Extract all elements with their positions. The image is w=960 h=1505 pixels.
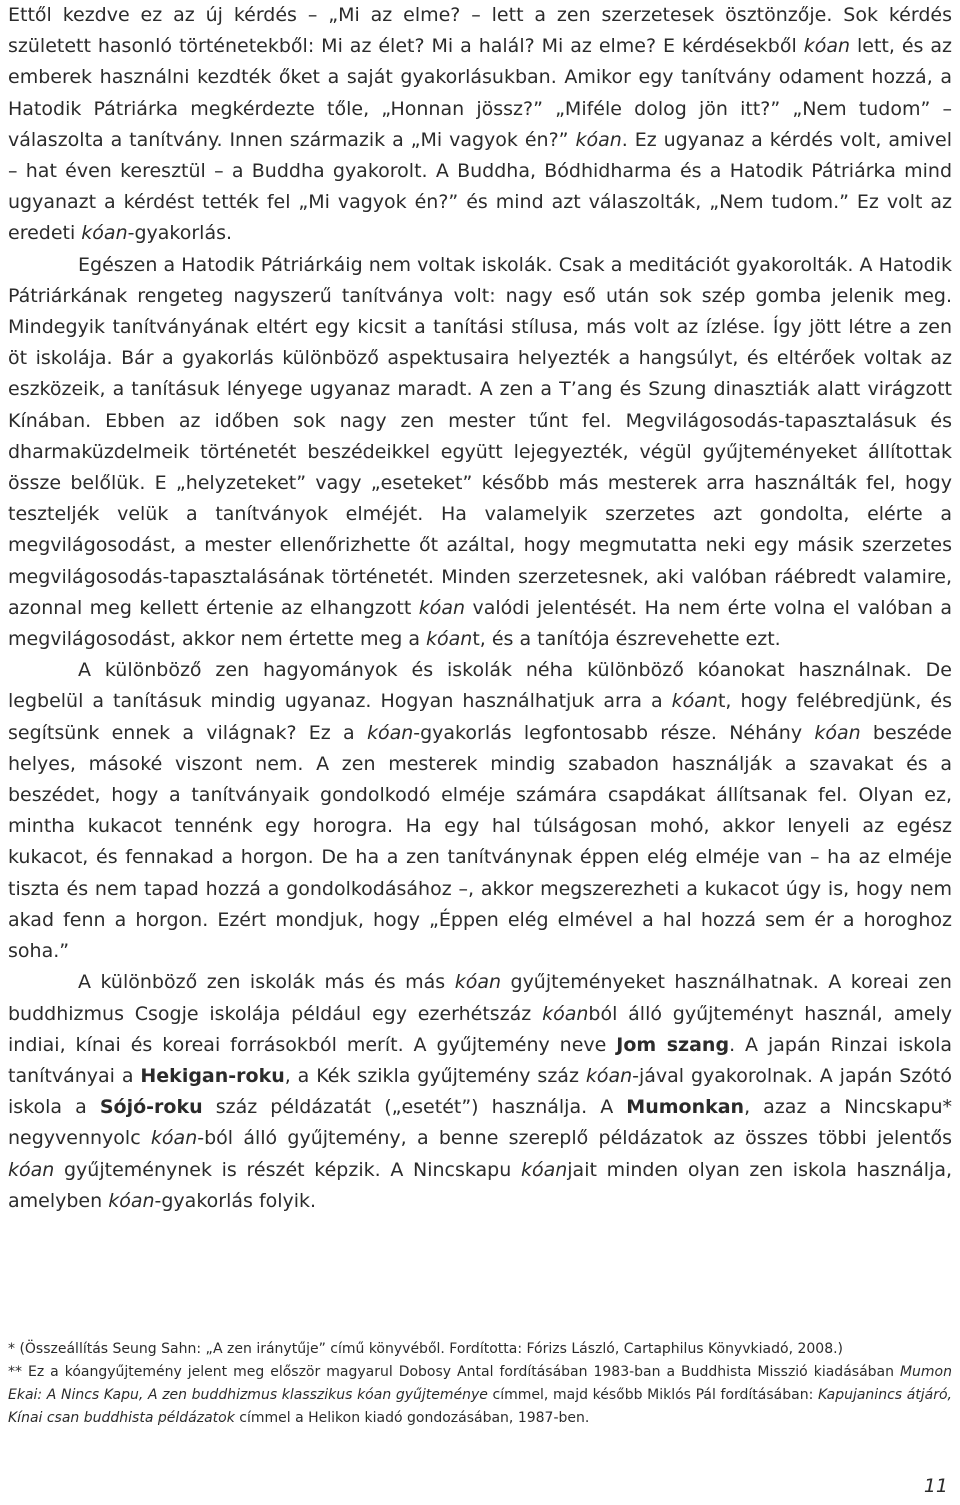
bold-text: Mumonkan	[626, 1096, 745, 1119]
main-text	[8, 0, 952, 1217]
italic-text: kóan	[418, 596, 466, 619]
italic-text: kóan	[585, 1064, 633, 1087]
bold-text: Hekigan-roku	[140, 1064, 285, 1087]
text-run: -gyakorlás legfontosabb része. Néhány	[413, 721, 815, 744]
text-run: t, és a tanítója észrevehette ezt.	[472, 628, 781, 651]
text-run: , azaz a Nincskapu* negyvennyolc	[8, 1096, 952, 1150]
text-run: A különböző zen iskolák más és más	[78, 971, 455, 994]
bold-text: Jom szang	[616, 1033, 730, 1056]
italic-text: kóan	[542, 1002, 589, 1025]
paragraph	[8, 0, 952, 250]
text-run: -gyakorlás folyik.	[154, 1189, 317, 1212]
bold-text: Sójó-roku	[99, 1096, 203, 1119]
italic-text: kóan	[150, 1127, 198, 1150]
text-run: jait minden olyan zen iskola használja, amelyben	[8, 1158, 952, 1212]
italic-text: kóan	[520, 1158, 568, 1181]
text-run: ból álló gyűjteményt használ, amely indiai, kínai és koreai forrásokból merít. A gyűjtemény neve	[8, 1002, 953, 1056]
paragraph	[8, 655, 952, 967]
footnote	[8, 1361, 952, 1430]
text-run: címmel a Helikon kiadó gondozásában, 1987-ben.	[234, 1410, 590, 1426]
text-run: valódi jelentését. Ha nem érte volna el valóban a megvilágosodást, akkor nem értette meg a	[8, 596, 952, 651]
paragraph	[8, 967, 952, 1217]
text-run: gyűjteményeket használhatnak. A koreai zen buddhizmus Csogje iskolája például egy ezerhétszáz	[8, 971, 952, 1025]
italic-text: kóan	[366, 721, 414, 744]
page-number: 11	[923, 1475, 948, 1497]
text-run: ** Ez a kóangyűjtemény jelent meg először magyarul Dobosy Antal fordításában 1983-ban a Buddhista Misszió kiadásában	[8, 1364, 900, 1380]
text-run: A különböző zen hagyományok és iskolák néha különböző kóanokat használnak. De legbelül a tanításuk mindig ugyanaz. Hogyan használhatjuk arra a	[8, 659, 952, 713]
italic-text: Mumon Ekai: A Nincs Kapu, A zen buddhizmus klasszikus kóan gyűjteménye	[8, 1364, 952, 1403]
text-run: -gyakorlás.	[127, 222, 233, 245]
italic-text: kóan	[671, 690, 718, 713]
text-run: . Ez ugyanaz a kérdés volt, amivel – hat éven keresztül – a Buddha gyakorolt. A Buddha, Bódhidharma és a Hatodik Pátriárka mind ugyanazt a kérdést tették fel „Mi vagyok én?” és mind azt válaszolták, „Nem tudom.” Ez volt az eredeti	[8, 128, 953, 245]
italic-text: Kapujanincs átjáró, Kínai csan buddhista példázatok	[8, 1387, 953, 1426]
text-run: száz példázatát („esetét”) használja. A	[202, 1096, 627, 1119]
text-run: . A japán Rinzai iskola tanítványai a	[8, 1033, 952, 1087]
italic-text: kóan	[81, 222, 128, 245]
italic-text: kóan	[108, 1189, 155, 1212]
text-run: lett, és az emberek használni kezdték őket a saját gyakorlásukban. Amikor egy tanítvány odament hozzá, a Hatodik Pátriárka megkérdezte tőle, „Honnan jössz?” „Miféle dolog jön itt?” „Nem tudom” – válaszolta a tanítvány. Innen származik a „Mi vagyok én?”	[8, 35, 953, 151]
text-run: címmel, majd később Miklós Pál fordításában:	[487, 1387, 818, 1403]
italic-text: kóan	[454, 971, 501, 994]
footnotes	[8, 1338, 952, 1430]
italic-text: kóan	[575, 128, 622, 151]
text-run: Ettől kezdve ez az új kérdés – „Mi az elme? – lett a zen szerzetesek ösztönzője. Sok kérdés született hasonló történetekből: Mi az élet? Mi a halál? Mi az elme? E kérdésekből	[8, 4, 952, 58]
text-run: , a Kék szikla gyűjtemény száz	[284, 1064, 586, 1087]
text-run: gyűjteménynek is részét képzik. A Nincskapu	[54, 1158, 521, 1181]
footnote	[8, 1338, 952, 1361]
italic-text: kóan	[426, 628, 473, 651]
text-run: Egészen a Hatodik Pátriárkáig nem voltak iskolák. Csak a meditációt gyakorolták. A Hatodik Pátriárkának rengeteg nagyszerű tanítványa volt: nagy eső után sok szép gomba jelenik meg. Mindegyik tanítványának eltért egy kicsit a tanítási stílusa, más volt az ízlése. Így jött létre a zen öt iskolája. Bár a gyakorlás különböző aspektusaira helyezték a hangsúlyt, és eltérőek voltak az eszközeik, a tanításuk lényege ugyanaz maradt. A zen a T’ang és Szung dinasztiák alatt virágzott Kínában. Ebben az időben sok nagy zen mester tűnt fel. Megvilágosodás-tapasztalásuk és dharmaküzdelmeik történetét beszédeikkel együtt lejegyezték, végül gyűjteményeket állítottak össze belőlük. E „helyzeteket” vagy „eseteket” később más mesterek arra használták fel, hogy teszteljék velük a tanítványok elméjét. Ha valamelyik szerzetes azt gondolta, elérte a megvilágosodást, a mester ellenőrizhette őt azáltal, hogy megmutatta neki egy másik szerzetes megvilágosodás-tapasztalásának történetét. Minden szerzetesnek, aki valóban ráébredt valamire, azonnal meg kellett értenie az elhangzott	[8, 253, 952, 619]
paragraph	[8, 250, 952, 656]
italic-text: kóan	[814, 721, 861, 744]
text-run: beszéde helyes, másoké viszont nem. A zen mesterek mindig szabadon használják a szavakat és a beszédet, hogy a tanítványaik gondolkodó elméje számára csapdákat állítsanak fel. Olyan ez, mintha kukacot tennénk egy horogra. Ha egy hal túlságosan mohó, akkor lenyeli az egész kukacot, és fennakad a horgon. De ha a zen tanítványnak éppen elég elméje van – ha az elméje tiszta és nem tapad hozzá a gondolkodásához –, akkor megszerezheti a kukacot úgy is, hogy nem akad fenn a horgon. Ezért mondjuk, hogy „Éppen elég elmével a hal hozzá sem ér a horoghoz soha.”	[8, 721, 952, 963]
text-run: * (Összeállítás Seung Sahn: „A zen iránytűje” című könyvéből. Fordította: Fórizs László, Cartaphilus Könyvkiadó, 2008.)	[8, 1341, 844, 1357]
text-run: -ból álló gyűjtemény, a benne szereplő példázatok az összes többi jelentős	[197, 1127, 953, 1150]
text-run: -jával gyakorolnak. A japán Szótó iskola a	[8, 1064, 952, 1119]
text-run: t, hogy felébredjünk, és segítsünk ennek a világnak? Ez a	[8, 690, 953, 744]
italic-text: kóan	[8, 1158, 55, 1181]
italic-text: kóan	[803, 35, 851, 58]
